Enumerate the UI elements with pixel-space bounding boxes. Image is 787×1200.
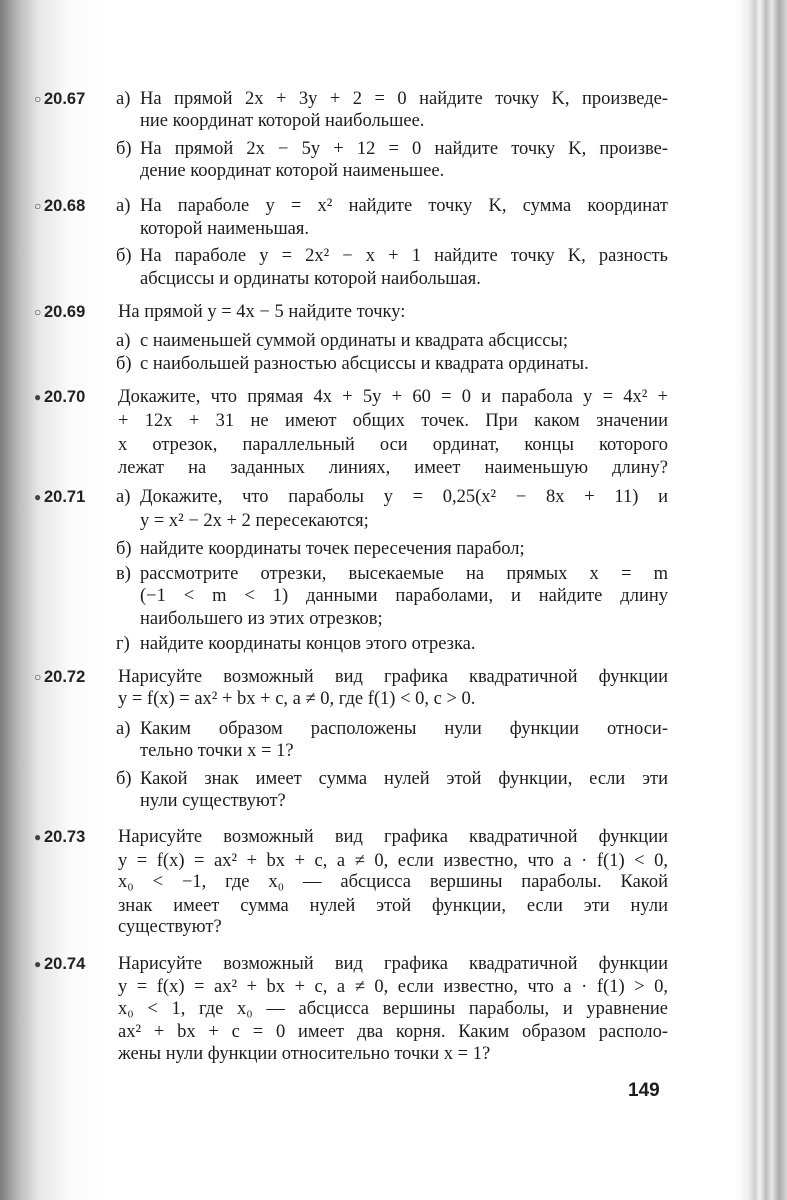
problem-number: 20.73	[44, 828, 86, 846]
dot-marker-icon: ●	[34, 957, 42, 971]
text-line: Нарисуйте возможный вид графика квадратичной функции	[118, 827, 668, 847]
text-line: Докажите, что параболы y = 0,25(x² − 8x + 11) и	[140, 487, 668, 507]
problem-number: 20.67	[44, 90, 86, 108]
text-line: y = f(x) = ax² + bx + c, a ≠ 0, если известно, что a · f(1) > 0,	[118, 977, 668, 997]
text-line: y = f(x) = ax² + bx + c, a ≠ 0, где f(1) < 0, c > 0.	[118, 689, 476, 709]
text-line: На параболе y = 2x² − x + 1 найдите точку K, разность	[140, 246, 668, 266]
part-label: б)	[116, 246, 132, 266]
text-line: + 12x + 31 не имеют общих точек. При каком значении	[118, 411, 668, 431]
text-line: найдите координаты точек пересечения парабол;	[140, 539, 525, 559]
text-line: x₀ < −1, где x₀ — абсцисса вершины параболы. Какой	[118, 872, 668, 892]
text-line: y = f(x) = ax² + bx + c, a ≠ 0, если известно, что a · f(1) < 0,	[118, 851, 668, 871]
text-line: На прямой 2x + 3y + 2 = 0 найдите точку K, произведе-	[140, 89, 668, 109]
circle-marker-icon: ○	[34, 670, 42, 684]
dot-marker-icon: ●	[34, 830, 42, 844]
text-line: найдите координаты концов этого отрезка.	[140, 634, 476, 654]
part-label: б)	[116, 139, 132, 159]
problem-number: 20.71	[44, 488, 86, 506]
text-line: абсциссы и ординаты которой наибольшая.	[140, 269, 481, 289]
text-line: На прямой y = 4x − 5 найдите точку:	[118, 302, 406, 322]
part-label: б)	[116, 354, 132, 374]
text-line: лежат на заданных линиях, имеет наименьшую длину?	[118, 458, 668, 478]
text-line: x отрезок, параллельный оси ординат, концы которого	[118, 435, 668, 455]
text-line: Докажите, что прямая 4x + 5y + 60 = 0 и парабола y = 4x² +	[118, 387, 668, 407]
text-line: нули существуют?	[140, 791, 286, 811]
text-line: (−1 < m < 1) данными параболами, и найдите длину	[140, 586, 668, 606]
text-line: наибольшего из этих отрезков;	[140, 609, 383, 629]
text-line: Нарисуйте возможный вид графика квадратичной функции	[118, 954, 668, 974]
part-label: а)	[116, 196, 131, 216]
problem-number: 20.70	[44, 388, 86, 406]
text-line: которой наименьшая.	[140, 219, 310, 239]
problem-number: 20.68	[44, 197, 86, 215]
part-label: б)	[116, 539, 132, 559]
text-line: x₀ < 1, где x₀ — абсцисса вершины параболы, и уравнение	[118, 999, 668, 1019]
dot-marker-icon: ●	[34, 390, 42, 404]
text-line: существуют?	[118, 917, 222, 937]
text-line: ax² + bx + c = 0 имеет два корня. Каким образом располо-	[118, 1022, 668, 1042]
part-label: а)	[116, 331, 131, 351]
text-line: ние координат которой наибольшее.	[140, 111, 425, 131]
problem-number: 20.72	[44, 668, 86, 686]
text-line: рассмотрите отрезки, высекаемые на прямых x = m	[140, 564, 668, 584]
circle-marker-icon: ○	[34, 92, 42, 106]
text-line: y = x² − 2x + 2 пересекаются;	[140, 511, 369, 531]
text-line: жены нули функции относительно точки x = 1?	[118, 1044, 491, 1064]
page-number: 149	[628, 1080, 660, 1101]
text-line: с наибольшей разностью абсциссы и квадрата ординаты.	[140, 354, 589, 374]
part-label: в)	[116, 564, 131, 584]
text-line: дение координат которой наименьшее.	[140, 161, 445, 181]
part-label: г)	[116, 634, 130, 654]
text-line: тельно точки x = 1?	[140, 741, 294, 761]
text-line: Нарисуйте возможный вид графика квадратичной функции	[118, 667, 668, 687]
part-label: а)	[116, 719, 131, 739]
text-line: На параболе y = x² найдите точку K, сумма координат	[140, 196, 668, 216]
part-label: а)	[116, 89, 131, 109]
problem-number: 20.69	[44, 303, 86, 321]
text-line: с наименьшей суммой ординаты и квадрата абсциссы;	[140, 331, 568, 351]
text-line: Каким образом расположены нули функции относи-	[140, 719, 668, 739]
part-label: а)	[116, 487, 131, 507]
circle-marker-icon: ○	[34, 305, 42, 319]
circle-marker-icon: ○	[34, 199, 42, 213]
part-label: б)	[116, 769, 132, 789]
text-line: На прямой 2x − 5y + 12 = 0 найдите точку K, произве-	[140, 139, 668, 159]
text-line: знак имеет сумма нулей этой функции, если эти нули	[118, 896, 668, 916]
dot-marker-icon: ●	[34, 490, 42, 504]
problem-number: 20.74	[44, 955, 86, 973]
text-line: Какой знак имеет сумма нулей этой функции, если эти	[140, 769, 668, 789]
